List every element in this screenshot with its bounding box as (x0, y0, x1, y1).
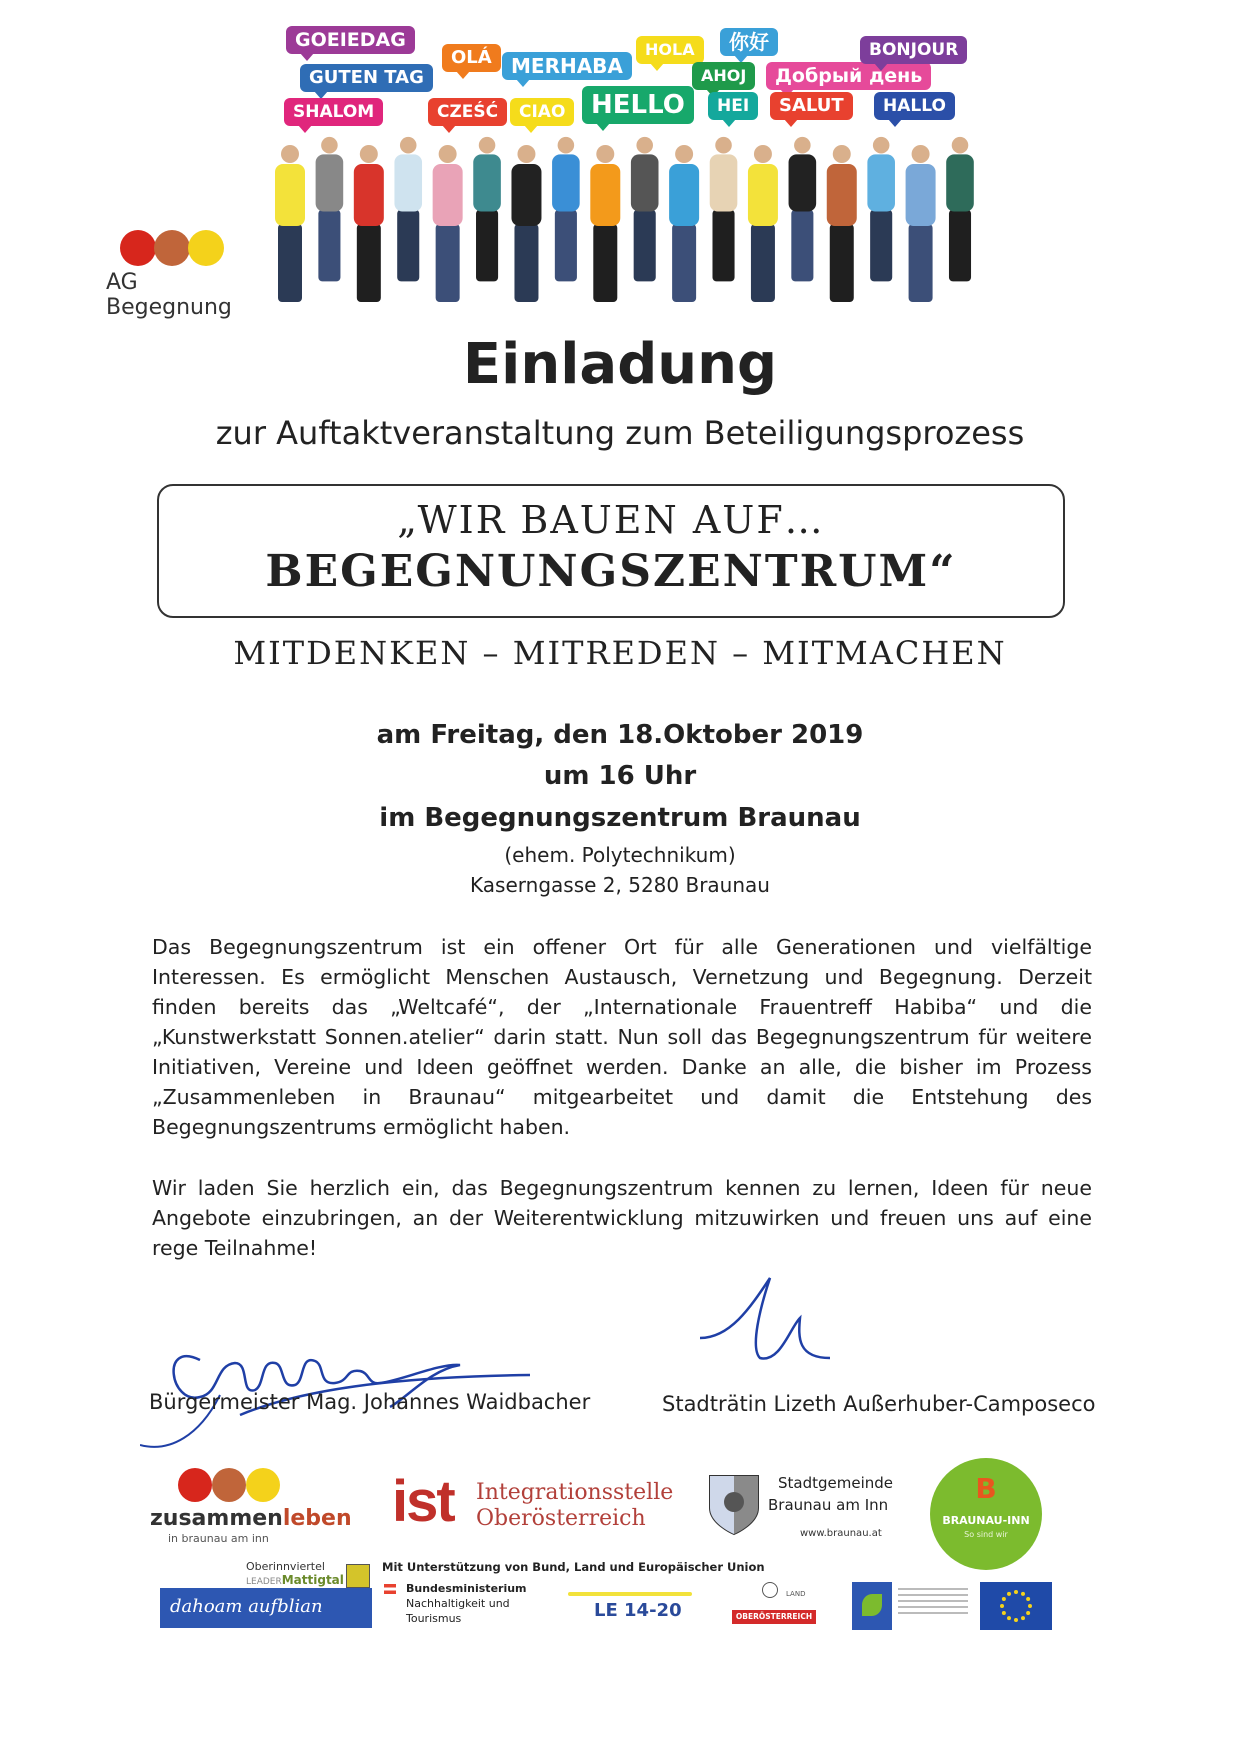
crowd-person (433, 145, 463, 302)
crowd-person (552, 137, 580, 281)
leader-line-2-a: LEADER (246, 1577, 282, 1587)
leader-logo (160, 1560, 375, 1630)
leader-line-1: Oberinnviertel (246, 1560, 325, 1573)
logo-dot-red (120, 230, 156, 266)
crowd-person (789, 137, 817, 281)
greeting-bubble-bonjour: BONJOUR (860, 36, 967, 64)
braunau-inn-b-icon: B (975, 1472, 997, 1505)
greeting-bubble-czesc: CZEŚĆ (428, 98, 507, 126)
stadt-url: www.braunau.at (800, 1528, 882, 1539)
page-title: Einladung (462, 332, 778, 397)
leader-line-2-b: Mattigtal (281, 1573, 344, 1587)
body-paragraph-2: Wir laden Sie herzlich ein, das Begegnungszentrum kennen zu lernen, Ideen für neue Angebote einzubringen, an der Weiterentwicklung mitzuwirken und freuen uns auf eine rege Teilnahme! (152, 1176, 1092, 1260)
crowd-person (473, 137, 501, 281)
greeting-bubble-dobryi-den: Добрый день (766, 62, 931, 90)
greeting-bubble-salut: SALUT (770, 92, 853, 120)
slogan: MITDENKEN – MITREDEN – MITMACHEN (233, 634, 1007, 672)
greeting-bubble-hello: HELLO (582, 86, 694, 124)
greeting-bubble-hei: HEI (708, 92, 758, 120)
motto-line-2: BEGEGNUNGSZENTRUM“ (265, 546, 957, 597)
eu-star (1007, 1592, 1011, 1596)
crowd-person (354, 145, 384, 302)
land-text: OBERÖSTERREICH (735, 1612, 813, 1621)
leader-line-2 (246, 1573, 344, 1587)
signature-councillor (690, 1268, 890, 1378)
ag-begegnung-logo (98, 226, 258, 320)
crowd-person (827, 145, 857, 302)
zusammenleben-logo (150, 1464, 352, 1545)
land-crest-icon (762, 1582, 778, 1598)
page-subtitle: zur Auftaktveranstaltung zum Beteiligungsprozess (215, 414, 1025, 452)
crowd-person (867, 137, 895, 281)
le-swoosh (568, 1592, 692, 1596)
braunau-inn-subtext: So sind wir (964, 1530, 1008, 1539)
logo-dot-brown (154, 230, 190, 266)
event-venue: im Begegnungszentrum Braunau (379, 803, 861, 833)
event-time: um 16 Uhr (543, 761, 697, 791)
greeting-bubble-ola: OLÁ (442, 44, 501, 72)
eu-star (1014, 1590, 1018, 1594)
bmnt-line-2: Nachhaltigkeit und (406, 1597, 510, 1610)
crowd-person (275, 145, 305, 302)
eu-star (1007, 1616, 1011, 1620)
bmnt-line-1: Bundesministerium (406, 1582, 527, 1595)
crowd-person (316, 137, 344, 281)
zl-dot-brown (212, 1468, 246, 1502)
land-banner (732, 1610, 816, 1624)
motto-box (157, 484, 1065, 618)
greeting-bubble-hallo: HALLO (874, 92, 955, 120)
support-text: Mit Unterstützung von Bund, Land und Europäischer Union (382, 1560, 765, 1574)
bmnt-line-3: Tourismus (406, 1612, 462, 1625)
eu-star (1000, 1604, 1004, 1608)
event-address: Kaserngasse 2, 5280 Braunau (470, 873, 770, 897)
braunau-inn-text: BRAUNAU-INN (942, 1514, 1030, 1527)
crowd-person (669, 145, 699, 302)
eu-fine-print (898, 1584, 968, 1628)
leader-slogan: dahoam aufblian (170, 1596, 323, 1617)
crowd-person (511, 145, 541, 302)
zl-dot-red (178, 1468, 212, 1502)
le-14-20-logo (568, 1590, 698, 1630)
crowd-person (394, 137, 422, 281)
zl-text (150, 1506, 352, 1531)
crowd-person (631, 137, 659, 281)
ist-line-2: Oberösterreich (476, 1506, 646, 1531)
leader-flag-icon (346, 1564, 370, 1588)
greeting-bubble-goeiedag: GOEIEDAG (286, 26, 415, 54)
motto-line-1: „WIR BAUEN AUF… (397, 498, 825, 542)
signature-name-mayor: Bürgermeister Mag. Johannes Waidbacher (149, 1390, 591, 1414)
greeting-cloud (280, 22, 1000, 142)
greeting-bubble-nihao: 你好 (720, 28, 778, 56)
crowd-person (590, 145, 620, 302)
greeting-bubble-hola: HOLA (636, 36, 704, 64)
eu-star (1021, 1616, 1025, 1620)
event-date: am Freitag, den 18.Oktober 2019 (376, 720, 864, 750)
event-venue-note: (ehem. Polytechnikum) (504, 843, 736, 867)
zl-subtext: in braunau am inn (168, 1532, 269, 1545)
logo-dot-yellow (188, 230, 224, 266)
leader-eu-logos (852, 1582, 1052, 1634)
greeting-bubble-guten-tag: GUTEN TAG (300, 64, 433, 92)
people-crowd-illustration (270, 130, 980, 310)
land-small: LAND (786, 1590, 806, 1598)
crowd-person (946, 137, 974, 281)
greeting-bubble-ahoj: AHOJ (692, 62, 755, 90)
eu-star (1026, 1611, 1030, 1615)
integrationsstelle-logo (392, 1469, 674, 1544)
crowd-person (748, 145, 778, 302)
stadtgemeinde-logo (708, 1468, 908, 1558)
ist-mark: ist (392, 1469, 454, 1534)
eu-star (1028, 1604, 1032, 1608)
stadt-line-1: Stadtgemeinde (778, 1474, 894, 1492)
zl-text-a: zusammen (150, 1506, 283, 1531)
eu-star (1026, 1597, 1030, 1601)
eu-star (1021, 1592, 1025, 1596)
eu-star (1002, 1597, 1006, 1601)
braunau-inn-logo (930, 1458, 1042, 1570)
signature-name-councillor: Stadträtin Lizeth Außerhuber-Camposeco (662, 1392, 1096, 1416)
greeting-bubble-merhaba: MERHABA (502, 52, 632, 80)
crowd-person (710, 137, 738, 281)
zl-text-b: leben (282, 1506, 352, 1531)
crowd-person (906, 145, 936, 302)
body-paragraph-1: Das Begegnungszentrum ist ein offener Ort für alle Generationen und vielfältige Interessen. Es ermöglicht Menschen Austausch, Vernetzung und Begegnung. Derzeit finden bereits das „Weltcafé“, der „Internationale Frauentreff Habiba“ und die „Kunstwerkstatt Sonnen.atelier“ darin statt. Nun soll das Begegnungszentrum für weitere Initiativen, Vereine und Ideen geöffnet werden. Danke an alle, die bisher im Prozess „Zusammenleben in Braunau“ mitgearbeitet und damit die Entstehung des Begegnungszentrums ermöglicht haben. (152, 935, 1092, 1139)
leader-leaf-icon (862, 1594, 882, 1616)
braunau-coat-of-arms-icon (708, 1474, 760, 1536)
leader-square-icon (852, 1582, 892, 1630)
stadt-line-2: Braunau am Inn (768, 1496, 889, 1514)
signature-mayor (140, 1285, 560, 1460)
logo-text: AG Begegnung (106, 270, 232, 320)
austria-flag-icon (384, 1584, 396, 1594)
leader-banner (160, 1588, 372, 1628)
eu-star (1002, 1611, 1006, 1615)
land-ooe-logo (732, 1582, 816, 1632)
eu-flag-icon (980, 1582, 1052, 1630)
zl-dot-yellow (246, 1468, 280, 1502)
greeting-bubble-shalom: SHALOM (284, 98, 383, 126)
ist-line-1: Integrationsstelle (476, 1480, 674, 1505)
bmnt-logo (384, 1582, 544, 1632)
le-text: LE 14-20 (594, 1600, 682, 1621)
eu-star (1014, 1618, 1018, 1622)
people-crowd-image (270, 130, 980, 310)
greeting-bubble-ciao: CIAO (510, 98, 574, 126)
eu-stars-icon (980, 1582, 1052, 1630)
